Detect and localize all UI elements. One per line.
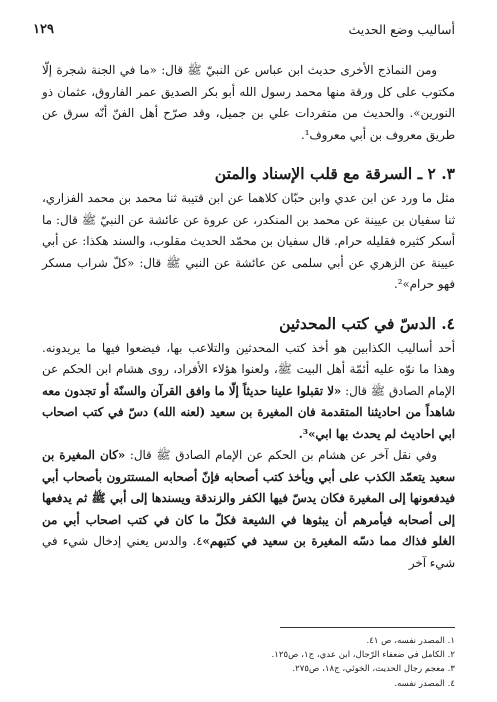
paragraph-4-text: وفي نقل آخر عن هشام بن الحكم عن الإمام الصادق ﷺ قال:	[125, 448, 438, 462]
footnote-divider	[280, 627, 455, 628]
paragraph-2: مثل ما ورد عن ابن عدي وابن حبّان كلاهما عن ابن قتيبة ثنا محمد بن محمد الفزاري، ثنا سفيان بن عيينة عن محمد بن المنكدر، عن عروة عن عائشة عن النبيّ ﷺ قال: ما أسكر كثيره فقليله حرام. قال سفيان بن محمّد الحديث مقلوب، والسند هكذا: عن أبي عيينة عن الزهري عن أبي سلمى عن عائشة عن النبي ﷺ قال: «كلّ شراب مسكر فهو حرام»².	[42, 191, 455, 291]
footnote-3: ٣. معجم رجال الحديث، الخوئي، ج١٨، ص٢٧٥.	[292, 664, 455, 675]
paragraph-4-quote: «كان المغيرة بن سعيد يتعمّد الكذب على أبي ويأخذ كتب أصحابه فإنّ أصحابه المستترون بأصحاب أبي فيدفعونها إلى المغيرة فكان يدسّ فيها الكفر والزندقة ويسندها إلى أبي ﷺ ثم يدفعها إلى أصحابه فيأمرهم أن يبثوها في الشيعة فكلّ ما كان في كتب اصحاب أبي من الغلو فذاك مما دسّه المغيرة بن سعيد في كتبهم»	[42, 448, 455, 548]
footnotes	[42, 634, 455, 691]
paragraph-1: ومن النماذج الأخرى حديث ابن عباس عن النبيّ ﷺ قال: «ما في الجنة شجرة إلّا مكتوب على كل ورقة منها محمد رسول الله أبو بكر الصديق عمر الفاروق، عثمان ذو النورين». والحديث من متفردات علي بن جميل، وقد صرّح أهل الفنّ أنّه سرق عن طريق معروف بن أبي معروف¹.	[42, 63, 455, 142]
paragraph-3-text: أحد أساليب الكذابين هو أخذ كتب المحدثين والتلاعب بها، فيضعوا فيها ما يريدونه. وهذا ما نوّه عليه أئمّة أهل البيت ﷺ، ولعنوا هؤلاء الأفراد، روى هشام ابن الحكم عن الإمام الصادق ﷺ قال:	[42, 340, 455, 398]
footnote-2: ٢. الكامل في ضعفاء الرّجال، ابن عدي، ج١، ص١٢٥.	[271, 650, 455, 661]
section-heading-2: ٤. الدسّ في كتب المحدثين	[279, 313, 455, 333]
paragraph-4-tail: ٤. والدس يعني إدخال شيء في شيء آخر	[42, 534, 455, 570]
header-title: أساليب وضع الحديث	[348, 21, 455, 37]
paragraph-4	[42, 445, 455, 574]
paragraph-3	[42, 338, 455, 446]
page-body	[42, 60, 455, 574]
footnote-1: ١. المصدر نفسه، ص ٤١.	[366, 636, 455, 646]
section-heading-1: ٣. ٢ ـ السرقة مع قلب الإسناد والمتن	[214, 164, 455, 183]
paragraph-3-quote: «لا تقبلوا علينا حديثاً إلّا ما وافق القرآن والسنّة أو تجدون معه شاهداً من احاديثنا المتقدمة فان المغيرة بن سعيد (لعنه الله) دسّ في كتب اصحاب ابي احاديث لم يحدث بها ابي»³.	[42, 383, 455, 441]
footnote-4: ٤. المصدر نفسه.	[394, 678, 455, 689]
running-header	[33, 18, 455, 40]
page-number: ١٢٩	[33, 21, 54, 37]
